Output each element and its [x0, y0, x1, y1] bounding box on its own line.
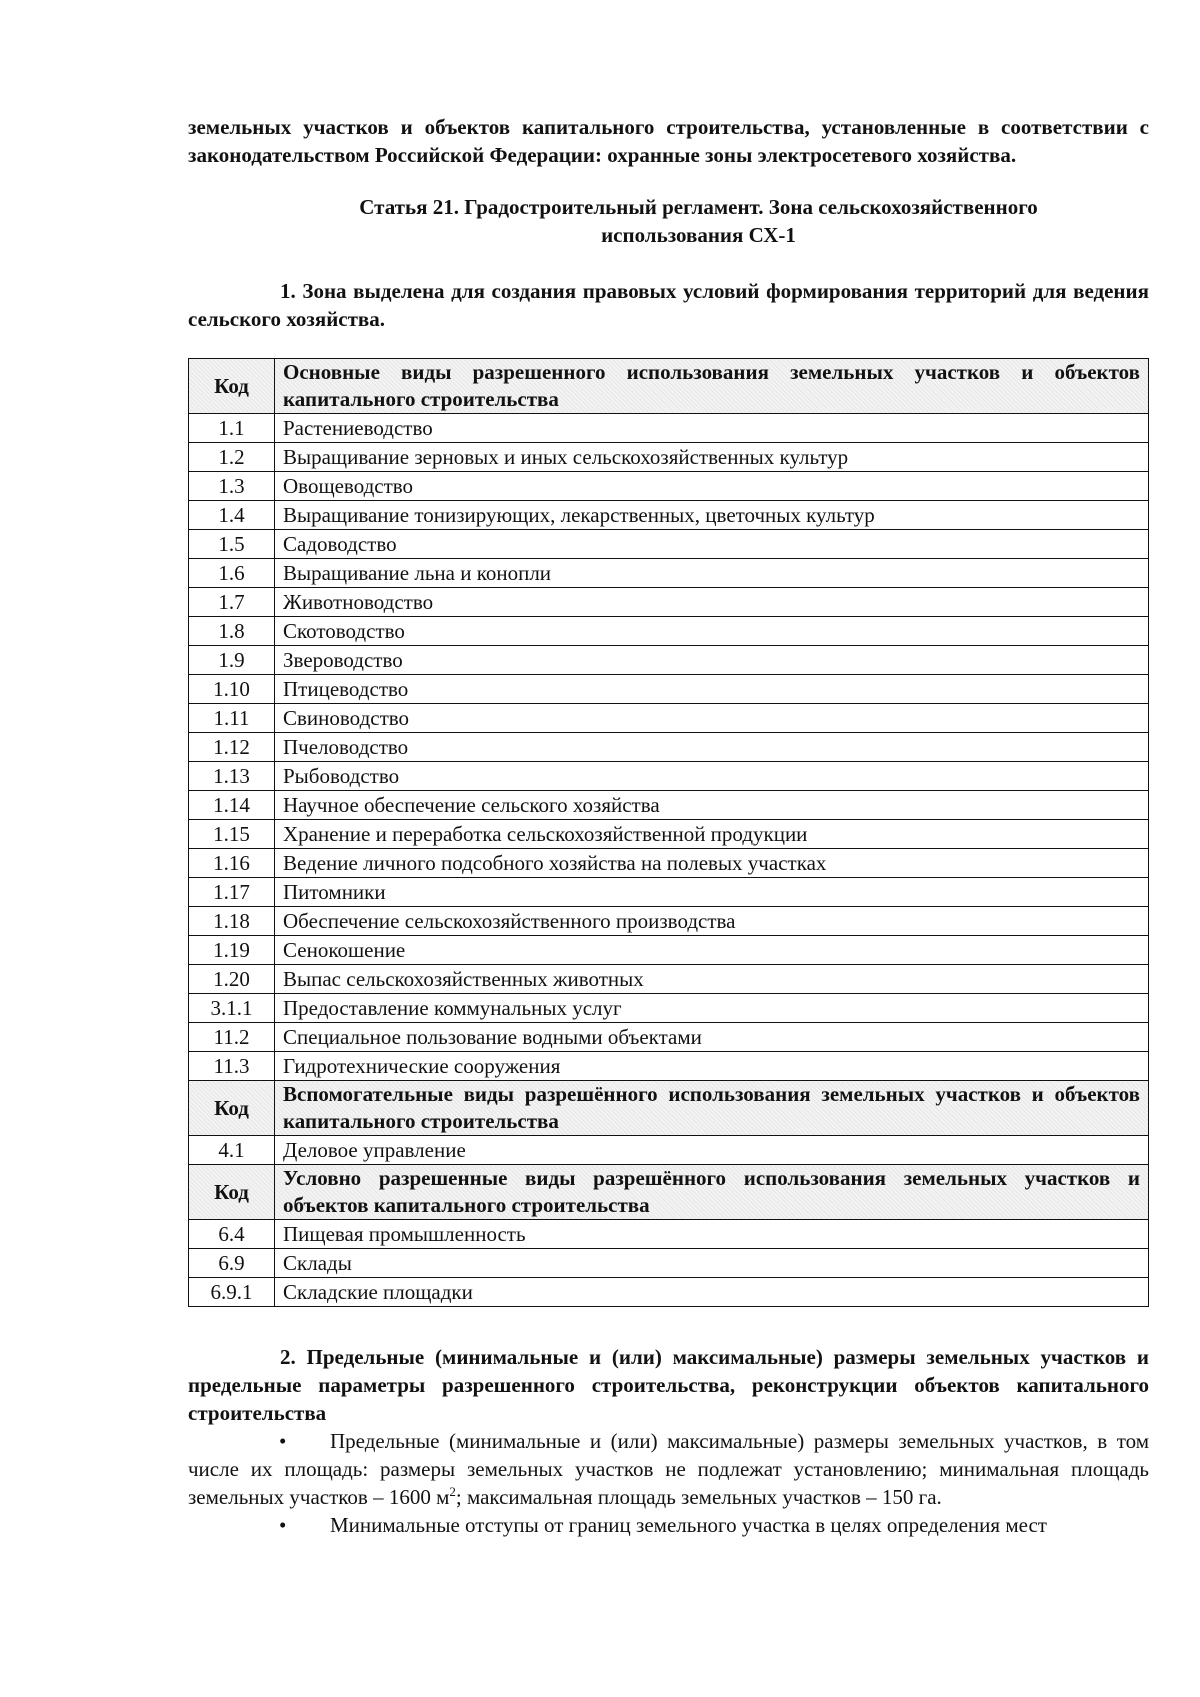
- code-cell: 1.1: [189, 414, 275, 443]
- use-name-cell: Растениеводство: [275, 414, 1149, 443]
- code-cell: 11.3: [189, 1052, 275, 1081]
- use-name-cell: Садоводство: [275, 530, 1149, 559]
- intro-paragraph: земельных участков и объектов капитального строительства, установленные в соответствии с законодательством Российской Федерации: охранные зоны электросетевого хозяйства.: [188, 115, 1149, 167]
- table-row: [189, 1278, 1149, 1307]
- table-row: [189, 472, 1149, 501]
- use-name-cell: Выращивание тонизирующих, лекарственных, цветочных культур: [275, 501, 1149, 530]
- code-cell: 1.17: [189, 878, 275, 907]
- article-heading: [188, 193, 1149, 249]
- page-content: [188, 113, 1149, 1539]
- use-name-cell: Деловое управление: [275, 1136, 1149, 1165]
- code-cell: 1.8: [189, 617, 275, 646]
- code-cell: 1.5: [189, 530, 275, 559]
- use-name-cell: Рыбоводство: [275, 762, 1149, 791]
- header-title-cell: Условно разрешенные виды разрешённого использования земельных участков и объектов капитального строительства: [275, 1165, 1149, 1220]
- bullet-marker: •: [279, 1429, 287, 1453]
- table-row: [189, 849, 1149, 878]
- use-name-cell: Научное обеспечение сельского хозяйства: [275, 791, 1149, 820]
- code-cell: 3.1.1: [189, 994, 275, 1023]
- table-row: [189, 1249, 1149, 1278]
- use-name-cell: Склады: [275, 1249, 1149, 1278]
- use-name-cell: Пищевая промышленность: [275, 1220, 1149, 1249]
- zone-purpose-paragraph: 1. Зона выделена для создания правовых условий формирования территорий для ведения сельского хозяйства.: [188, 279, 1149, 331]
- table-row: [189, 501, 1149, 530]
- conditional-uses-rows: [189, 1220, 1149, 1307]
- header-title-cell: Вспомогательные виды разрешённого использования земельных участков и объектов капитального строительства: [275, 1081, 1149, 1136]
- bullet-setbacks-text: Минимальные отступы от границ земельного участка в целях определения мест: [330, 1513, 1047, 1537]
- use-name-cell: Выращивание льна и конопли: [275, 559, 1149, 588]
- use-name-cell: Животноводство: [275, 588, 1149, 617]
- article-heading-line-2: использования СХ-1: [601, 223, 796, 247]
- code-cell: 1.15: [189, 820, 275, 849]
- limits-heading-paragraph: 2. Предельные (минимальные и (или) максимальные) размеры земельных участков и предельные параметры разрешенного строительства, реконструкции объектов капитального строительства: [188, 1345, 1149, 1425]
- table-row: [189, 559, 1149, 588]
- table-row: [189, 1136, 1149, 1165]
- table-row: [189, 907, 1149, 936]
- table-row: [189, 617, 1149, 646]
- article-heading-line-1: Статья 21. Градостроительный регламент. Зона сельскохозяйственного: [359, 195, 1038, 219]
- header-code-cell: Код: [189, 359, 275, 414]
- code-cell: 1.6: [189, 559, 275, 588]
- use-name-cell: Выпас сельскохозяйственных животных: [275, 965, 1149, 994]
- header-title-cell: Основные виды разрешенного использования земельных участков и объектов капитального строительства: [275, 359, 1149, 414]
- use-name-cell: Обеспечение сельскохозяйственного производства: [275, 907, 1149, 936]
- use-name-cell: Питомники: [275, 878, 1149, 907]
- code-cell: 1.14: [189, 791, 275, 820]
- code-cell: 1.10: [189, 675, 275, 704]
- code-cell: 1.12: [189, 733, 275, 762]
- table-row: [189, 414, 1149, 443]
- table-row: [189, 1023, 1149, 1052]
- table-row: [189, 820, 1149, 849]
- use-name-cell: Гидротехнические сооружения: [275, 1052, 1149, 1081]
- use-name-cell: Складские площадки: [275, 1278, 1149, 1307]
- use-name-cell: Звероводство: [275, 646, 1149, 675]
- use-name-cell: Скотоводство: [275, 617, 1149, 646]
- code-cell: 1.16: [189, 849, 275, 878]
- superscript-two: 2: [449, 1484, 456, 1499]
- bullet-marker: •: [279, 1513, 287, 1537]
- main-uses-header-row: [189, 359, 1149, 414]
- use-name-cell: Овощеводство: [275, 472, 1149, 501]
- code-cell: 1.11: [189, 704, 275, 733]
- code-cell: 1.3: [189, 472, 275, 501]
- table-row: [189, 994, 1149, 1023]
- header-code-cell: Код: [189, 1165, 275, 1220]
- use-name-cell: Выращивание зерновых и иных сельскохозяйственных культур: [275, 443, 1149, 472]
- code-cell: 6.9: [189, 1249, 275, 1278]
- table-row: [189, 646, 1149, 675]
- table-row: [189, 1220, 1149, 1249]
- use-name-cell: Хранение и переработка сельскохозяйственной продукции: [275, 820, 1149, 849]
- code-cell: 1.19: [189, 936, 275, 965]
- code-cell: 4.1: [189, 1136, 275, 1165]
- header-code-cell: Код: [189, 1081, 275, 1136]
- code-cell: 11.2: [189, 1023, 275, 1052]
- bullet-setbacks: [188, 1511, 1149, 1539]
- use-name-cell: Сенокошение: [275, 936, 1149, 965]
- table-row: [189, 704, 1149, 733]
- code-cell: 1.18: [189, 907, 275, 936]
- main-uses-rows: [189, 414, 1149, 1081]
- aux-uses-header-row: [189, 1081, 1149, 1136]
- table-row: [189, 588, 1149, 617]
- use-name-cell: Свиноводство: [275, 704, 1149, 733]
- use-name-cell: Птицеводство: [275, 675, 1149, 704]
- code-cell: 1.13: [189, 762, 275, 791]
- permitted-uses-table: [188, 358, 1149, 1307]
- bullet-plot-sizes-tail: ; максимальная площадь земельных участков – 150 га.: [455, 1485, 942, 1509]
- table-row: [189, 675, 1149, 704]
- table-row: [189, 1052, 1149, 1081]
- table-row: [189, 936, 1149, 965]
- table-row: [189, 443, 1149, 472]
- code-cell: 1.20: [189, 965, 275, 994]
- table-row: [189, 878, 1149, 907]
- table-row: [189, 791, 1149, 820]
- aux-uses-rows: [189, 1136, 1149, 1165]
- table-row: [189, 733, 1149, 762]
- code-cell: 6.9.1: [189, 1278, 275, 1307]
- use-name-cell: Предоставление коммунальных услуг: [275, 994, 1149, 1023]
- conditional-uses-header-row: [189, 1165, 1149, 1220]
- bullet-plot-sizes: [188, 1427, 1149, 1511]
- code-cell: 1.7: [189, 588, 275, 617]
- code-cell: 1.2: [189, 443, 275, 472]
- bullet-plot-sizes-text: Предельные (минимальные и (или) максимальные) размеры земельных участков, в том числе их площадь: размеры земельных участков не подлежат установлению; минимальная площадь земельных участков – 1600 м: [188, 1429, 1149, 1509]
- code-cell: 1.9: [189, 646, 275, 675]
- code-cell: 6.4: [189, 1220, 275, 1249]
- use-name-cell: Пчеловодство: [275, 733, 1149, 762]
- code-cell: 1.4: [189, 501, 275, 530]
- table-row: [189, 762, 1149, 791]
- table-row: [189, 530, 1149, 559]
- use-name-cell: Специальное пользование водными объектами: [275, 1023, 1149, 1052]
- use-name-cell: Ведение личного подсобного хозяйства на полевых участках: [275, 849, 1149, 878]
- table-row: [189, 965, 1149, 994]
